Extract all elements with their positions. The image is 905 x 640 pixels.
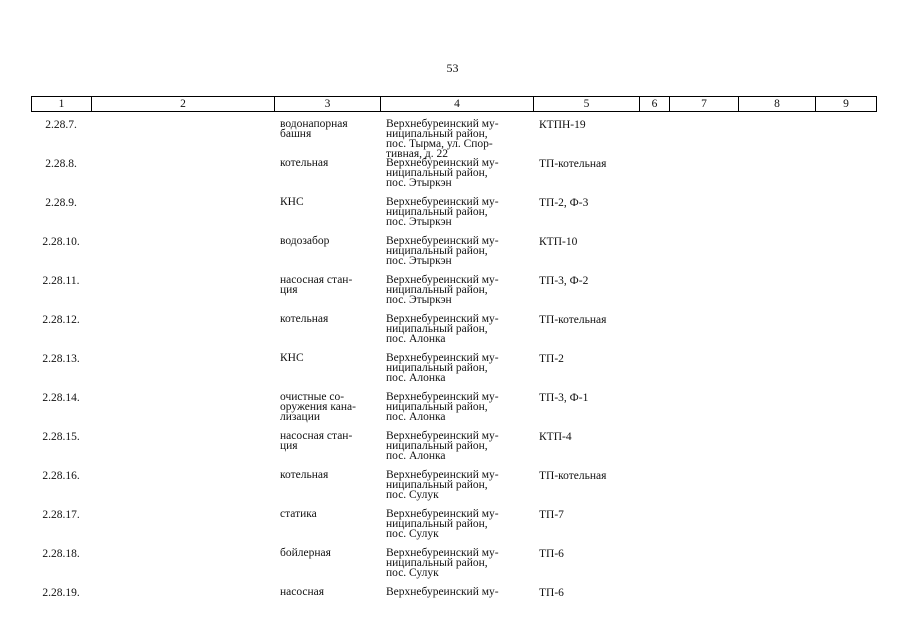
object-name-line: котельная	[280, 469, 329, 481]
object-name-line: насосная стан-	[280, 274, 353, 286]
column-number-8: 8	[739, 97, 816, 112]
location-line: ниципальный район,	[386, 557, 488, 569]
location-line: тивная, д. 22	[386, 148, 449, 160]
location-line: пос. Алонка	[386, 372, 446, 384]
table-row	[31, 431, 876, 470]
table-body	[31, 119, 876, 626]
object-location	[386, 353, 531, 383]
location-line: Верхнебуреинский му-	[386, 508, 499, 520]
power-source: ТП-7	[539, 509, 564, 521]
object-location	[386, 587, 531, 597]
location-line: пос. Сулук	[386, 567, 439, 579]
row-number: 2.28.18.	[42, 548, 80, 560]
location-line: Верхнебуреинский му-	[386, 313, 499, 325]
table-row	[31, 548, 876, 587]
column-number-row	[32, 97, 877, 112]
object-name-line: насосная стан-	[280, 430, 353, 442]
power-source: КТП-4	[539, 431, 572, 443]
column-number-9: 9	[816, 97, 877, 112]
row-number: 2.28.12.	[42, 314, 80, 326]
power-source: КТП-10	[539, 236, 578, 248]
power-source: ТП-3, Ф-1	[539, 392, 589, 404]
table-row	[31, 119, 876, 158]
row-number: 2.28.7.	[45, 119, 77, 131]
table-row	[31, 158, 876, 197]
object-name	[280, 431, 380, 451]
object-location	[386, 314, 531, 344]
location-line: пос. Этыркэн	[386, 177, 452, 189]
location-line: Верхнебуреинский му-	[386, 118, 499, 130]
row-number: 2.28.19.	[42, 587, 80, 599]
object-name	[280, 314, 380, 324]
location-line: ниципальный район,	[386, 323, 488, 335]
object-name	[280, 548, 380, 558]
location-line: пос. Алонка	[386, 411, 446, 423]
object-location	[386, 509, 531, 539]
power-source: ТП-котельная	[539, 470, 607, 482]
row-number: 2.28.17.	[42, 509, 80, 521]
location-line: Верхнебуреинский му-	[386, 469, 499, 481]
location-line: пос. Сулук	[386, 528, 439, 540]
table-row	[31, 392, 876, 431]
location-line: ниципальный район,	[386, 284, 488, 296]
object-name-line: КНС	[280, 352, 304, 364]
object-name-line: котельная	[280, 157, 329, 169]
object-location	[386, 392, 531, 422]
page-number: 53	[446, 61, 459, 75]
object-name-line: водозабор	[280, 235, 330, 247]
table-row	[31, 236, 876, 275]
column-number-3: 3	[275, 97, 381, 112]
table-row	[31, 314, 876, 353]
power-source: ТП-6	[539, 587, 564, 599]
location-line: ниципальный район,	[386, 128, 488, 140]
object-location	[386, 119, 531, 159]
row-number: 2.28.11.	[42, 275, 80, 287]
row-number: 2.28.14.	[42, 392, 80, 404]
location-line: пос. Этыркэн	[386, 255, 452, 267]
power-source: ТП-2, Ф-3	[539, 197, 589, 209]
row-number: 2.28.9.	[45, 197, 77, 209]
table-row	[31, 353, 876, 392]
location-line: Верхнебуреинский му-	[386, 586, 499, 598]
object-name-line: КНС	[280, 196, 304, 208]
object-name	[280, 509, 380, 519]
location-line: ниципальный район,	[386, 245, 488, 257]
column-number-5: 5	[534, 97, 640, 112]
location-line: Верхнебуреинский му-	[386, 274, 499, 286]
power-source: ТП-6	[539, 548, 564, 560]
location-line: ниципальный район,	[386, 206, 488, 218]
location-line: пос. Сулук	[386, 489, 439, 501]
row-number: 2.28.15.	[42, 431, 80, 443]
object-location	[386, 197, 531, 227]
object-name-line: ция	[280, 440, 298, 452]
object-name	[280, 392, 380, 422]
column-number-1: 1	[32, 97, 92, 112]
location-line: Верхнебуреинский му-	[386, 430, 499, 442]
location-line: ниципальный район,	[386, 440, 488, 452]
location-line: пос. Алонка	[386, 450, 446, 462]
table-row	[31, 470, 876, 509]
table-row	[31, 197, 876, 236]
location-line: Верхнебуреинский му-	[386, 235, 499, 247]
object-name	[280, 275, 380, 295]
object-name-line: оружения кана-	[280, 401, 356, 413]
row-number: 2.28.16.	[42, 470, 80, 482]
object-name-line: очистные со-	[280, 391, 345, 403]
object-location	[386, 275, 531, 305]
table-row	[31, 275, 876, 314]
location-line: Верхнебуреинский му-	[386, 352, 499, 364]
object-name	[280, 197, 380, 207]
power-source: ТП-котельная	[539, 314, 607, 326]
object-location	[386, 470, 531, 500]
power-source: КТПН-19	[539, 119, 586, 131]
object-name	[280, 119, 380, 139]
object-name	[280, 236, 380, 246]
object-name-line: насосная	[280, 586, 325, 598]
table-row	[31, 587, 876, 626]
row-number: 2.28.8.	[45, 158, 77, 170]
object-name	[280, 158, 380, 168]
power-source: ТП-2	[539, 353, 564, 365]
object-name-line: котельная	[280, 313, 329, 325]
object-name-line: статика	[280, 508, 317, 520]
object-location	[386, 158, 531, 188]
column-number-4: 4	[381, 97, 534, 112]
location-line: ниципальный район,	[386, 479, 488, 491]
object-location	[386, 236, 531, 266]
object-name-line: бойлерная	[280, 547, 331, 559]
object-name-line: лизации	[280, 411, 321, 423]
location-line: ниципальный район,	[386, 167, 488, 179]
object-name-line: водонапорная	[280, 118, 348, 130]
power-source: ТП-котельная	[539, 158, 607, 170]
object-location	[386, 431, 531, 461]
column-number-6: 6	[640, 97, 670, 112]
column-header-table	[31, 96, 877, 112]
column-number-2: 2	[92, 97, 275, 112]
object-name	[280, 587, 380, 597]
object-name	[280, 353, 380, 363]
location-line: пос. Этыркэн	[386, 294, 452, 306]
object-name-line: ция	[280, 284, 298, 296]
column-number-7: 7	[670, 97, 739, 112]
location-line: пос. Алонка	[386, 333, 446, 345]
row-number: 2.28.13.	[42, 353, 80, 365]
location-line: ниципальный район,	[386, 362, 488, 374]
location-line: пос. Тырма, ул. Спор-	[386, 138, 493, 150]
location-line: Верхнебуреинский му-	[386, 547, 499, 559]
location-line: Верхнебуреинский му-	[386, 157, 499, 169]
location-line: Верхнебуреинский му-	[386, 391, 499, 403]
power-source: ТП-3, Ф-2	[539, 275, 589, 287]
object-name	[280, 470, 380, 480]
location-line: ниципальный район,	[386, 518, 488, 530]
location-line: ниципальный район,	[386, 401, 488, 413]
row-number: 2.28.10.	[42, 236, 80, 248]
object-location	[386, 548, 531, 578]
object-name-line: башня	[280, 128, 312, 140]
location-line: Верхнебуреинский му-	[386, 196, 499, 208]
location-line: пос. Этыркэн	[386, 216, 452, 228]
table-row	[31, 509, 876, 548]
